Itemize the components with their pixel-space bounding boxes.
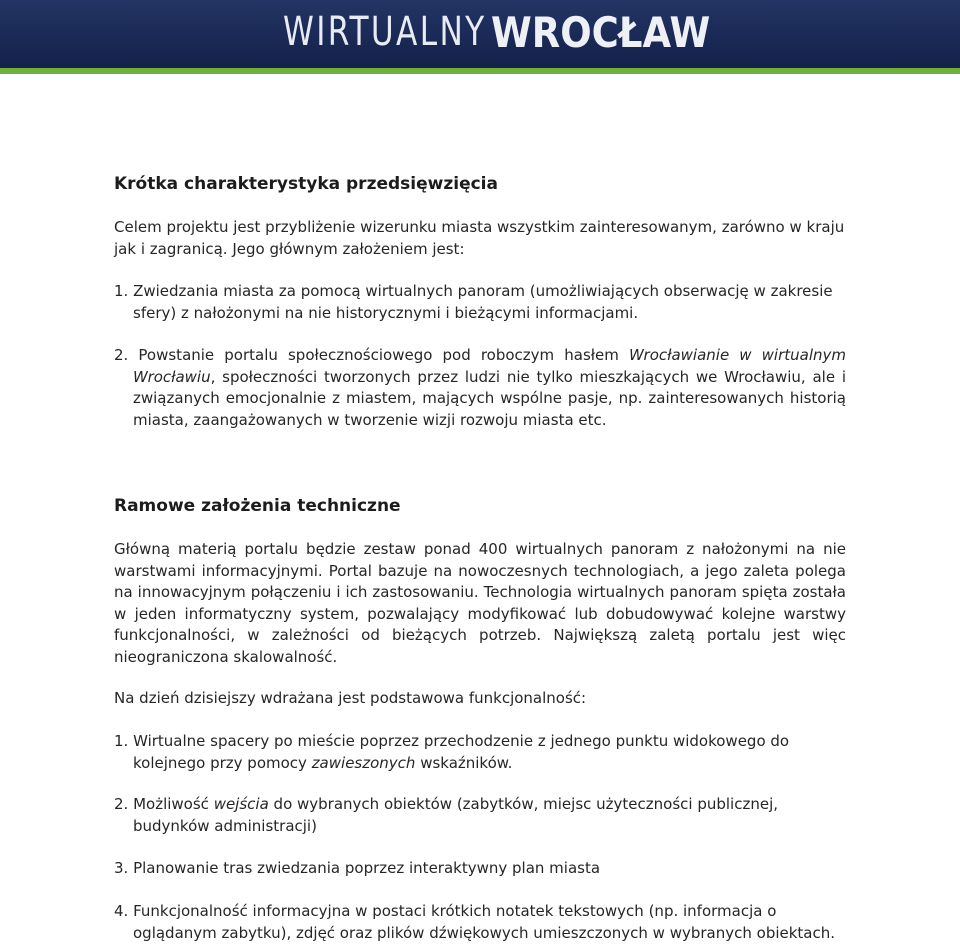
logo-text-light: WIRTUALNY [283, 9, 487, 55]
functionality-item-2-text-a: 2. Możliwość [114, 795, 214, 813]
intro-paragraph: Celem projektu jest przybliżenie wizerunku miasta wszystkim zainteresowanym, zarówno w kraju jak i zagranicą. Jego głównym założeniem jest: [114, 218, 845, 258]
header-banner [0, 0, 960, 68]
logo-text-bold: WROCŁAW [491, 7, 711, 57]
list-item-2-text-a: 2. Powstanie portalu społecznościowego pod roboczym hasłem [114, 346, 629, 364]
functionality-item-1-text-b: wskaźników. [415, 753, 513, 772]
functionality-item-1 [114, 731, 846, 774]
functionality-item-2-text-b: do wybranych obiektów (zabytków, miejsc użyteczności publicznej, budynków administracji) [133, 795, 779, 835]
functionality-item-3: 3. Planowanie tras zwiedzania poprzez interaktywny plan miasta [114, 859, 601, 877]
list-item-2-text-b: , społeczności tworzonych przez ludzi nie tylko mieszkających we Wrocławiu, ale i związanych emocjonalnie z miastem, mających wspólne pasje, np. zainteresowanych historią miasta, zaangażowanych w tworzenie wizji rozwoju miasta etc. [133, 367, 846, 429]
functionality-item-1-emphasis: zawieszonych [311, 753, 416, 772]
list-item-2 [114, 345, 846, 431]
technical-paragraph: Główną materią portalu będzie zestaw ponad 400 wirtualnych panoram z nałożonymi na nie warstwami informacyjnymi. Portal bazuje na nowoczesnych technologiach, a jego zaleta polega na innowacyjnym połączeniu i ich zastosowaniu. Technologia wirtualnych panoram spięta została w jeden informatyczny system, pozwalający modyfikować lub dobudowywać kolejne warstwy funkcjonalności, w zależności od bieżących potrzeb. Największą zaletą portalu jest więc nieograniczona skalowalność. [114, 540, 846, 666]
functionality-intro: Na dzień dzisiejszy wdrażana jest podstawowa funkcjonalność: [114, 689, 587, 707]
section-heading-technical: Ramowe założenia techniczne [114, 496, 401, 516]
logo [283, 9, 740, 55]
list-item-2-emphasis: Wrocławianie w wirtualnym Wrocławiu [133, 346, 846, 386]
functionality-item-1-text-a: 1. Wirtualne spacery po mieście poprzez przechodzenie z jednego punktu widokowego do kolejnego przy pomocy [114, 732, 790, 772]
functionality-item-4: 4. Funkcjonalność informacyjna w postaci krótkich notatek tekstowych (np. informacja o oglądanym zabytku), zdjęć oraz plików dźwiękowych umieszczonych w wybranych obiektach. [114, 902, 836, 942]
list-item-1: 1. Zwiedzania miasta za pomocą wirtualnych panoram (umożliwiających obserwację w zakresie sfery) z nałożonymi na nie historycznymi i bieżącymi informacjami. [114, 282, 833, 322]
functionality-item-2 [114, 794, 846, 837]
header-stripe [0, 68, 960, 74]
section-heading-overview: Krótka charakterystyka przedsięwzięcia [114, 174, 498, 194]
functionality-item-2-emphasis: wejścia [213, 795, 269, 813]
